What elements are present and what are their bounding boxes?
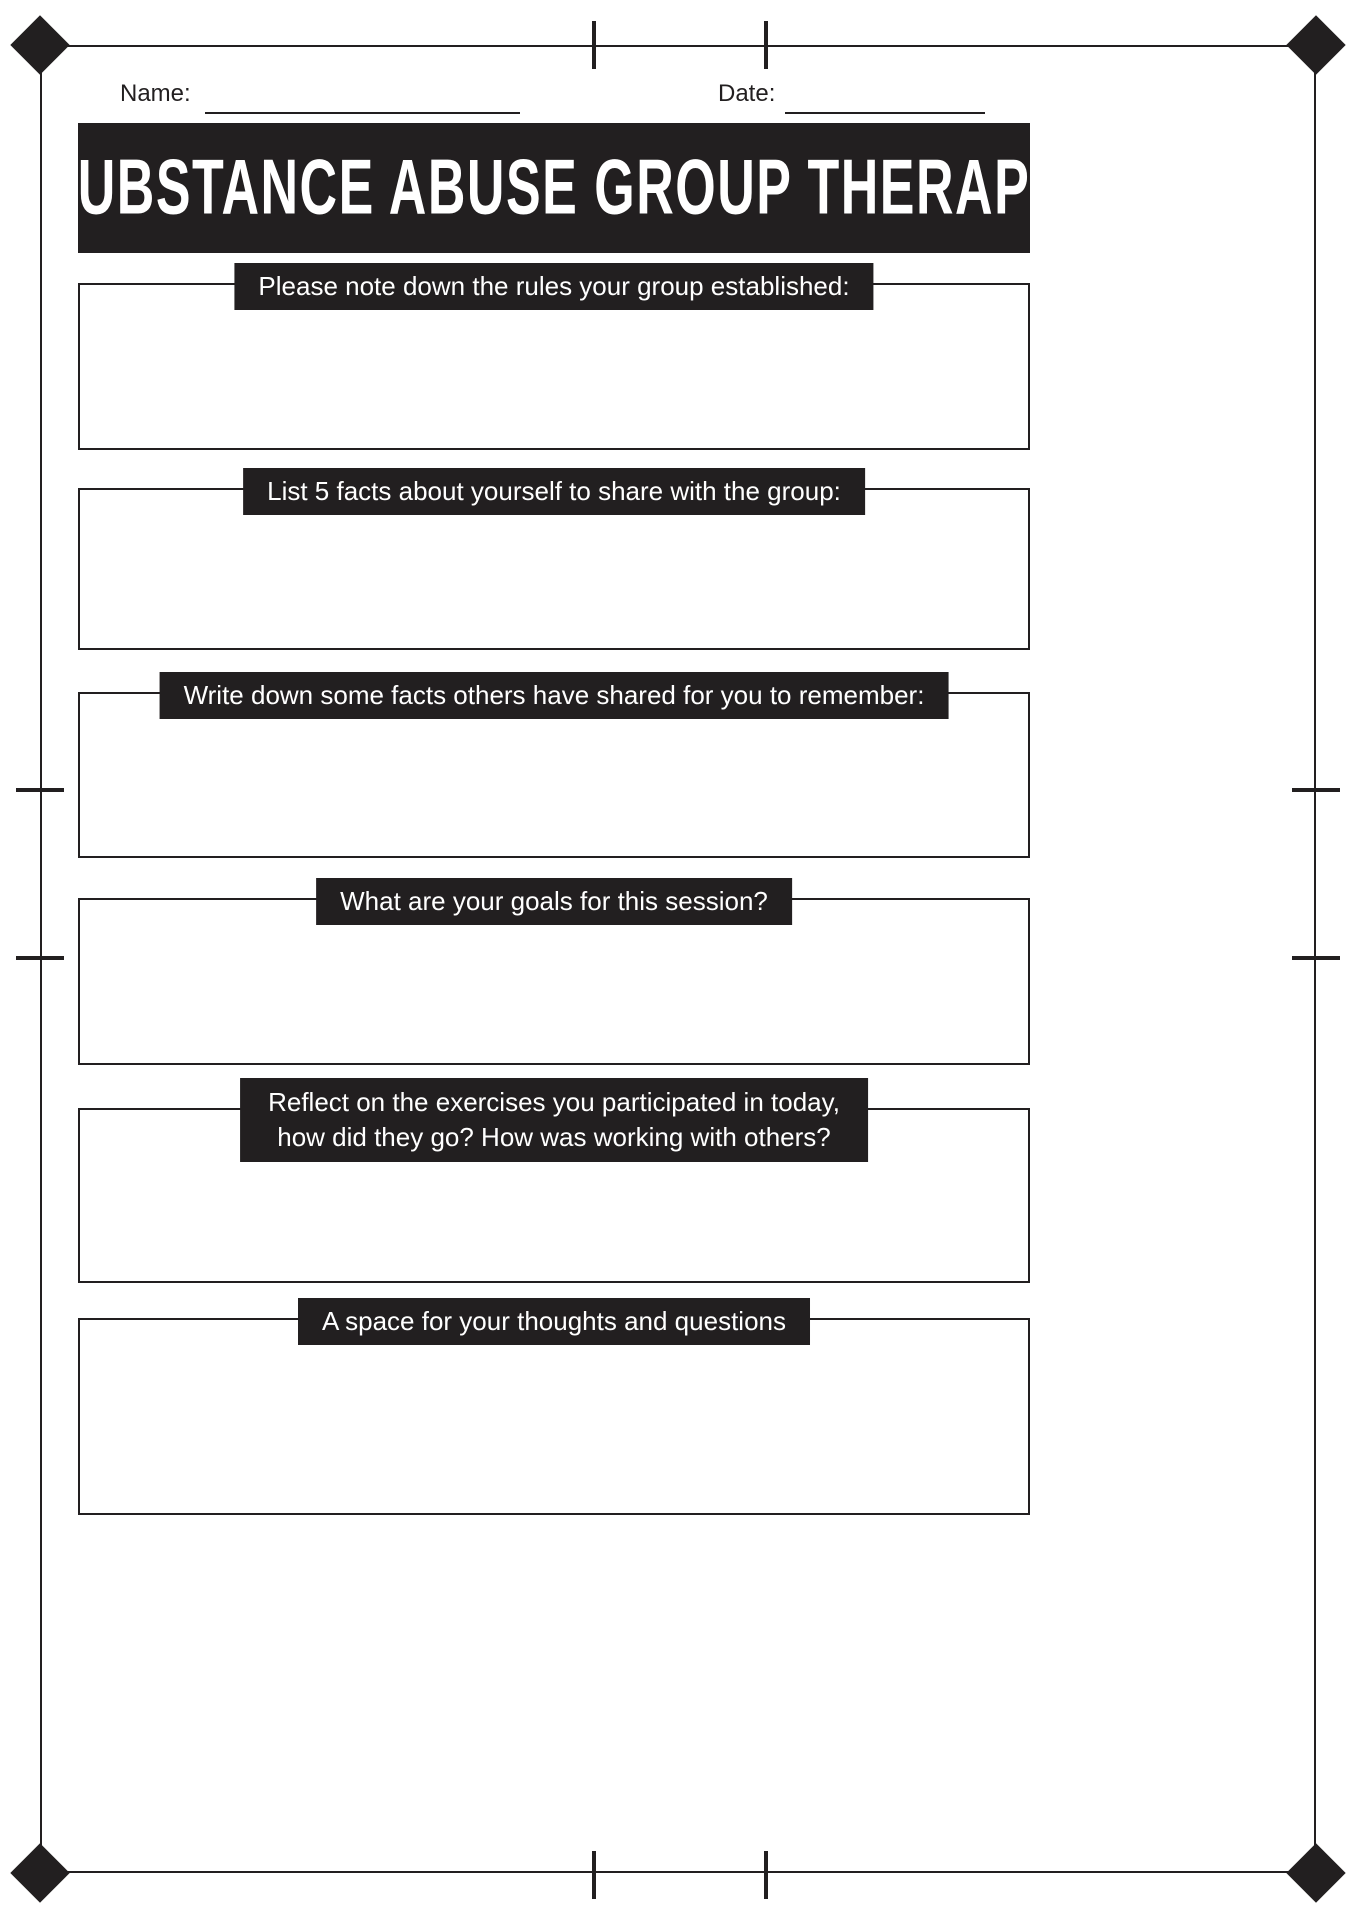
crop-mark-right-2	[1292, 956, 1340, 960]
writing-box-thoughts-questions[interactable]	[78, 1318, 1030, 1515]
name-input-line[interactable]	[205, 112, 520, 114]
date-input-line[interactable]	[785, 112, 985, 114]
section-label-facts-others-shared: Write down some facts others have shared for you to remember:	[160, 672, 949, 719]
section-label-group-rules: Please note down the rules your group established:	[234, 263, 873, 310]
section-label-thoughts-questions: A space for your thoughts and questions	[298, 1298, 810, 1345]
crop-mark-left-2	[16, 956, 64, 960]
section-label-five-facts: List 5 facts about yourself to share with the group:	[243, 468, 865, 515]
crop-mark-top-2	[764, 21, 768, 69]
section-label-reflect-exercises-line1: Reflect on the exercises you participated in today,	[268, 1087, 840, 1117]
page-title: SUBSTANCE ABUSE GROUP THERAPY	[41, 144, 1067, 232]
section-label-session-goals: What are your goals for this session?	[316, 878, 792, 925]
name-label: Name:	[120, 80, 191, 107]
date-label: Date:	[718, 80, 776, 107]
title-banner	[41, 123, 1067, 253]
crop-mark-bottom-2	[764, 1851, 768, 1899]
section-label-reflect-exercises	[240, 1078, 868, 1162]
crop-mark-bottom-1	[592, 1851, 596, 1899]
crop-mark-top-1	[592, 21, 596, 69]
crop-mark-right-1	[1292, 788, 1340, 792]
section-label-reflect-exercises-line2: how did they go? How was working with others?	[277, 1122, 831, 1153]
crop-mark-left-1	[16, 788, 64, 792]
